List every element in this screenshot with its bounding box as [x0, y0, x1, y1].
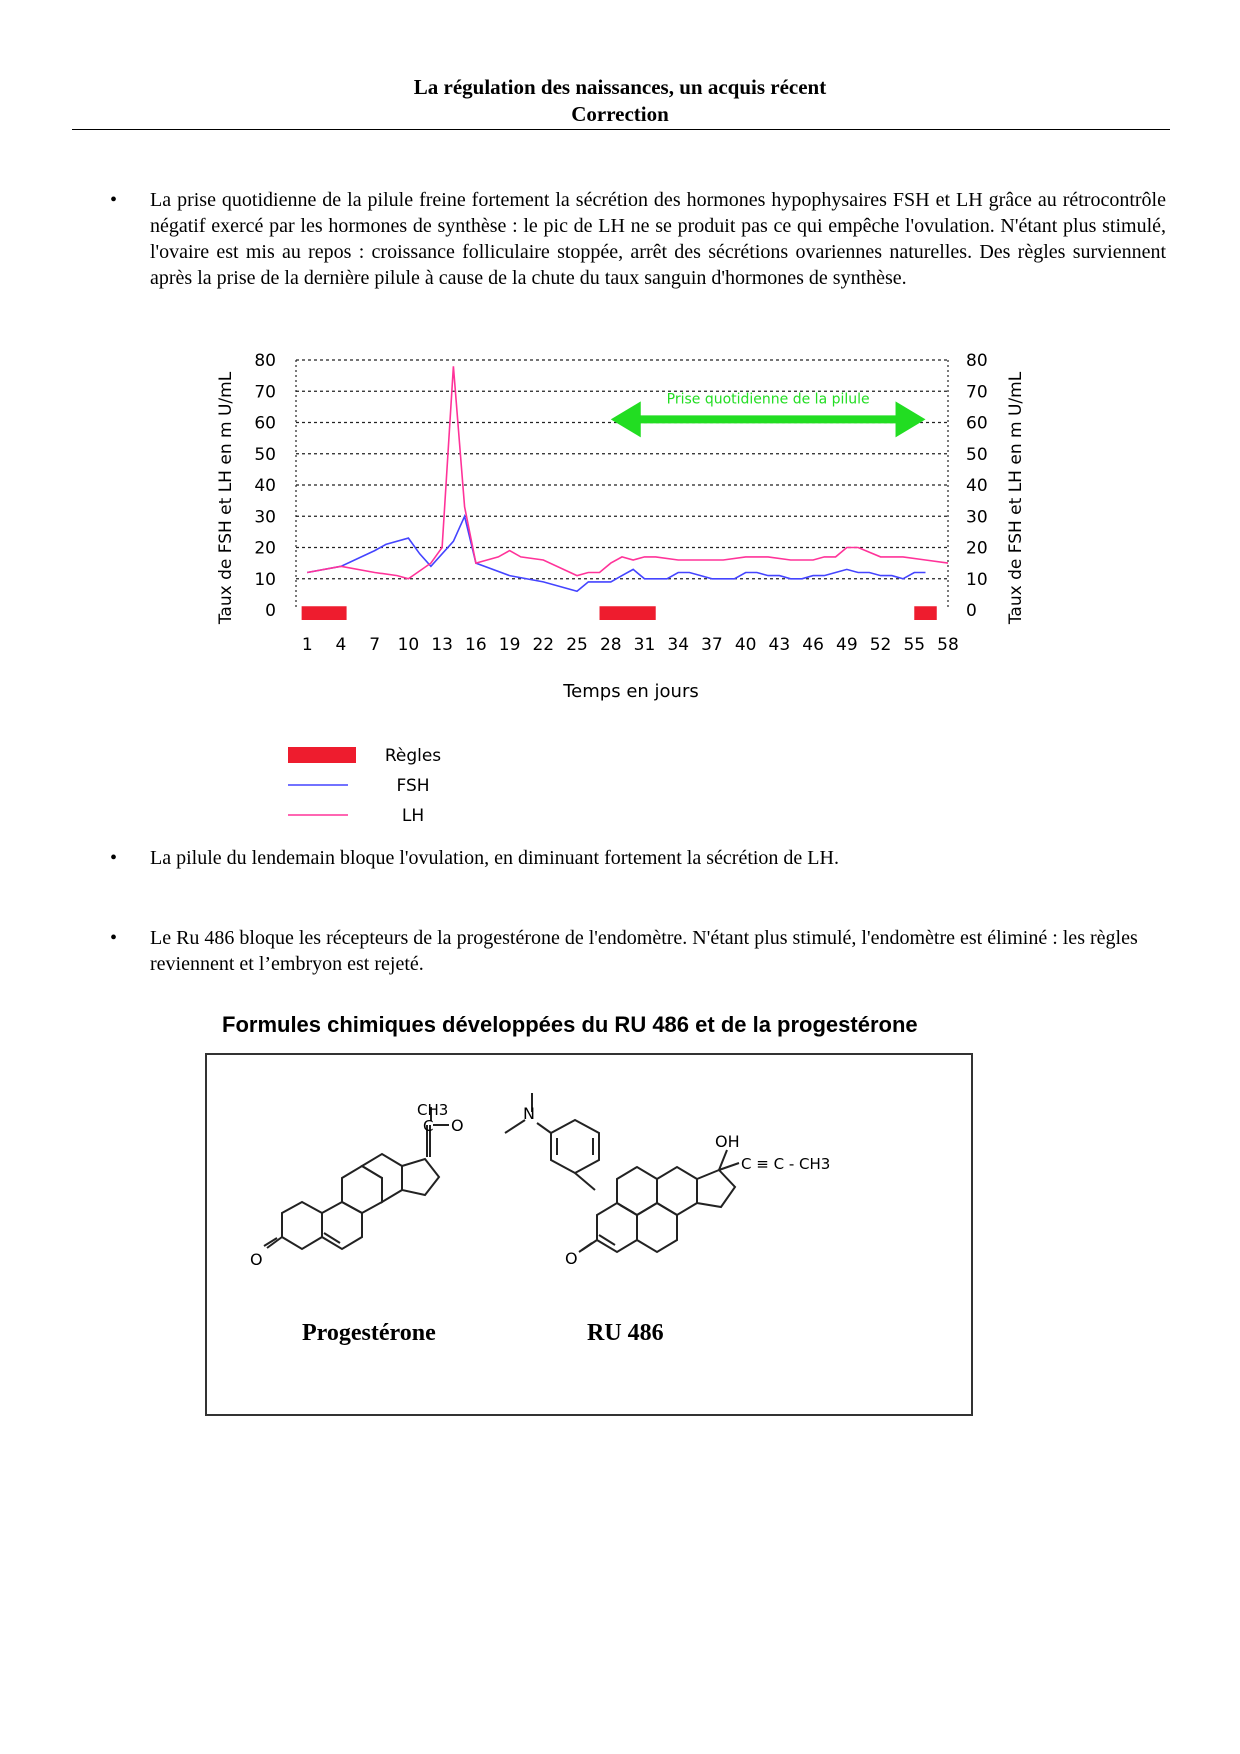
y-tick-label-right: 40: [966, 476, 988, 496]
y-tick-label-left: 70: [254, 382, 276, 403]
y-tick-label-right: 0: [966, 601, 977, 621]
progesterone-oxygen: O: [250, 1250, 263, 1269]
x-tick-label: 43: [768, 635, 791, 655]
y-tick-label-left: 40: [254, 476, 276, 496]
y-tick-label-left: 30: [254, 507, 276, 528]
x-tick-label: 19: [498, 635, 521, 655]
period-bar: [914, 606, 936, 620]
x-tick-label: 46: [802, 635, 824, 655]
x-tick-label: 7: [369, 635, 381, 655]
progesterone-carbon: C: [423, 1117, 434, 1135]
legend-label: Règles: [384, 746, 442, 766]
period-bar: [302, 606, 347, 620]
chart-periods: [302, 606, 937, 620]
page-header: [0, 74, 1240, 128]
y-tick-label-left: 80: [254, 351, 276, 371]
x-tick-label: 40: [734, 635, 757, 655]
y-tick-label-left: 60: [254, 413, 276, 434]
x-tick-label: 37: [701, 635, 723, 655]
y-axis-left-ticks: [254, 351, 276, 621]
arrow-head-left: [611, 401, 641, 437]
progesterone-label: Progestérone: [302, 1320, 436, 1346]
x-tick-label: 13: [431, 635, 453, 655]
paragraph-ru486: Le Ru 486 bloque les récepteurs de la progestérone de l'endomètre. N'étant plus stimulé, l'endomètre est éliminé : les règles reviennent et l’embryon est rejeté.: [150, 927, 1138, 975]
x-tick-label: 58: [937, 635, 959, 655]
y-tick-label-right: 30: [966, 507, 988, 528]
page-title: La régulation des naissances, un acquis récent: [413, 75, 827, 99]
x-tick-label: 52: [869, 635, 892, 655]
ru486-structure: [505, 1093, 739, 1252]
y-tick-label-left: 20: [254, 538, 276, 559]
x-tick-label: 25: [566, 635, 588, 655]
x-axis-label: Temps en jours: [563, 681, 699, 702]
molecules-drawing: [207, 1055, 971, 1414]
annotation-label: Prise quotidienne de la pilule: [666, 391, 870, 408]
period-bar: [600, 606, 656, 620]
x-axis-ticks: [302, 635, 959, 655]
paragraph-pilule: La prise quotidienne de la pilule freine fortement la sécrétion des hormones hypophysaires FSH et LH grâce au rétrocontrôle négatif exercé par les hormones de synthèse : le pic de LH ne se produit pas ce qui empêche l'ovulation. N'étant plus stimulé, l'ovaire est mis au repos : croissance folliculaire stoppée, arrêt des sécrétions ovariennes naturelles. Des règles surviennent après la prise de la dernière pilule à cause de la chute du taux sanguin d'hormones de synthèse.: [150, 189, 1166, 289]
x-tick-label: 10: [397, 635, 420, 655]
legend-swatch-règles: [288, 747, 356, 763]
y-tick-label-left: 0: [265, 601, 276, 621]
arrow-shaft: [636, 415, 901, 423]
x-tick-label: 1: [301, 635, 313, 655]
progesterone-methyl: CH3: [417, 1101, 449, 1119]
y-tick-label-right: 10: [966, 569, 988, 590]
pill-intake-annotation: [611, 391, 926, 437]
ru486-hydroxyl: OH: [715, 1132, 740, 1151]
bullet-icon: •: [110, 927, 118, 949]
y-tick-label-left: 50: [254, 444, 276, 465]
legend-label: LH: [401, 806, 425, 826]
y-tick-label-left: 10: [254, 569, 276, 590]
x-tick-label: 28: [599, 635, 622, 655]
progesterone-structure: [264, 1107, 449, 1249]
ru486-oxygen: O: [565, 1249, 578, 1268]
legend-label: FSH: [396, 776, 430, 796]
y-tick-label-right: 20: [966, 538, 988, 559]
x-tick-label: 16: [465, 635, 487, 655]
x-tick-label: 4: [335, 635, 347, 655]
y-tick-label-right: 80: [966, 351, 988, 371]
y-axis-right-ticks: [966, 351, 988, 621]
x-tick-label: 22: [532, 635, 555, 655]
header-divider: [72, 129, 1170, 130]
ru486-nitrogen: N: [523, 1104, 535, 1123]
chart-legend: [288, 746, 441, 826]
bullet-icon: •: [110, 189, 118, 211]
series-line-fsh: [307, 516, 925, 591]
paragraph-pilule-lendemain: La pilule du lendemain bloque l'ovulation, en diminuant fortement la sécrétion de LH.: [150, 847, 839, 869]
y-axis-right-label: Taux de FSH et LH en m U/mL: [1006, 371, 1026, 625]
x-tick-label: 55: [903, 635, 926, 655]
y-tick-label-right: 50: [966, 444, 988, 465]
x-tick-label: 34: [667, 635, 690, 655]
arrow-head-right: [896, 401, 926, 437]
ru486-alkyne: C ≡ C - CH3: [741, 1155, 831, 1173]
y-axis-left-label: Taux de FSH et LH en m U/mL: [216, 371, 236, 625]
molecules-title-text: Formules chimiques développées du RU 486 et de la progestérone: [222, 1012, 918, 1037]
progesterone-carbonyl-oxygen: O: [451, 1116, 464, 1135]
x-tick-label: 31: [633, 635, 656, 655]
bullet-icon: •: [110, 847, 118, 869]
y-tick-label-right: 60: [966, 413, 988, 434]
ru486-label: RU 486: [587, 1320, 664, 1346]
y-tick-label-right: 70: [966, 382, 988, 403]
molecules-figure: [205, 1053, 973, 1416]
hormone-chart: [208, 335, 1038, 845]
x-tick-label: 49: [836, 635, 858, 655]
page-subtitle: Correction: [571, 102, 669, 126]
